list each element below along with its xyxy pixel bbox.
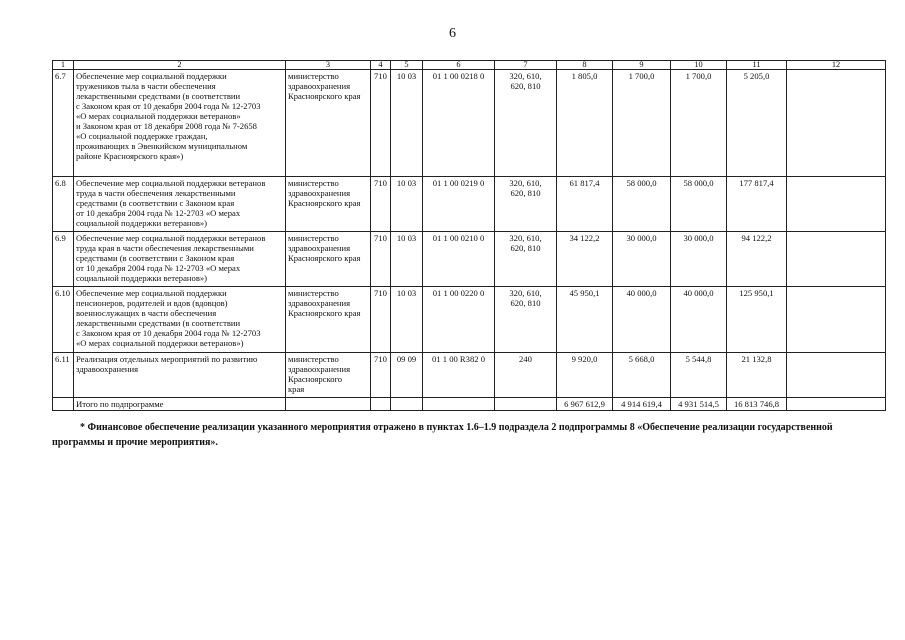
column-header: 9	[613, 61, 671, 70]
row-number: 6.11	[53, 353, 74, 398]
subprogram-table	[52, 60, 886, 411]
total-year2-value: 4 914 619,4	[613, 398, 671, 411]
page-number: 6	[449, 26, 456, 41]
column-header: 7	[495, 61, 557, 70]
year2-value: 40 000,0	[613, 287, 671, 353]
measure-name: Обеспечение мер социальной поддержки ветеранов труда края в части обеспечения лекарственными средствами (в соответствии с Законом края от 10 декабря 2004 года № 12-2703 «О мерах социальной поддержки ветеранов»)	[74, 232, 286, 287]
table-row	[53, 287, 886, 353]
year2-value: 30 000,0	[613, 232, 671, 287]
year1-value: 9 920,0	[557, 353, 613, 398]
year1-value: 1 805,0	[557, 70, 613, 177]
grbs-code: 710	[371, 232, 391, 287]
row-number: 6.8	[53, 177, 74, 232]
year1-value: 61 817,4	[557, 177, 613, 232]
total-value: 21 132,8	[727, 353, 787, 398]
column-header: 2	[74, 61, 286, 70]
vr-code: 320, 610, 620, 810	[495, 177, 557, 232]
year3-value: 5 544,8	[671, 353, 727, 398]
year3-value: 30 000,0	[671, 232, 727, 287]
measure-name: Обеспечение мер социальной поддержки тружеников тыла в части обеспечения лекарственными средствами (в соответствии с Законом края от 10 декабря 2004 года № 12-2703 «О мерах социальной поддержки ветеранов» и Законом края от 18 декабря 2008 года № 7-2658 «О социальной поддержке граждан, проживающих в Эвенкийском муниципальном районе Красноярского края»)	[74, 70, 286, 177]
grbs-code: 710	[371, 353, 391, 398]
column-header: 8	[557, 61, 613, 70]
column-header: 12	[787, 61, 886, 70]
footnote: * Финансовое обеспечение реализации указанного мероприятия отражено в пунктах 1.6–1.9 подраздела 2 подпрограммы 8 «Обеспечение реализации государственной программы и прочие мероприятия».	[52, 422, 833, 448]
year2-value: 5 668,0	[613, 353, 671, 398]
year1-value: 34 122,2	[557, 232, 613, 287]
empty-cell	[391, 398, 423, 411]
table-row	[53, 353, 886, 398]
csr-code: 01 1 00 0220 0	[423, 287, 495, 353]
csr-code: 01 1 00 0218 0	[423, 70, 495, 177]
table-row	[53, 177, 886, 232]
rzpr-code: 10 03	[391, 232, 423, 287]
executor: министерство здравоохранения Красноярского края	[286, 70, 371, 177]
column-header: 6	[423, 61, 495, 70]
column-header: 1	[53, 61, 74, 70]
year1-value: 45 950,1	[557, 287, 613, 353]
total-value: 125 950,1	[727, 287, 787, 353]
csr-code: 01 1 00 0219 0	[423, 177, 495, 232]
grbs-code: 710	[371, 177, 391, 232]
column-header: 11	[727, 61, 787, 70]
csr-code: 01 1 00 R382 0	[423, 353, 495, 398]
row-number: 6.10	[53, 287, 74, 353]
total-value: 177 817,4	[727, 177, 787, 232]
measure-name: Обеспечение мер социальной поддержки ветеранов труда в части обеспечения лекарственными средствами (в соответствии с Законом края от 10 декабря 2004 года № 12-2703 «О мерах социальной поддержки ветеранов»)	[74, 177, 286, 232]
executor: министерство здравоохранения Красноярского края	[286, 353, 371, 398]
measure-name: Обеспечение мер социальной поддержки пенсионеров, родителей и вдов (вдовцов) военнослужащих в части обеспечения лекарственными средствами (в соответствии с Законом края от 10 декабря 2004 года № 12-2703 «О мерах социальной поддержки ветеранов»)	[74, 287, 286, 353]
total-row	[53, 398, 886, 411]
total-value: 94 122,2	[727, 232, 787, 287]
vr-code: 320, 610, 620, 810	[495, 232, 557, 287]
empty-cell	[286, 398, 371, 411]
empty-cell	[787, 398, 886, 411]
empty-cell	[53, 398, 74, 411]
column-number-row	[53, 61, 886, 70]
grbs-code: 710	[371, 70, 391, 177]
row-number: 6.7	[53, 70, 74, 177]
table-row	[53, 232, 886, 287]
rzpr-code: 09 09	[391, 353, 423, 398]
year3-value: 40 000,0	[671, 287, 727, 353]
empty-cell	[495, 398, 557, 411]
executor: министерство здравоохранения Красноярского края	[286, 287, 371, 353]
executor: министерство здравоохранения Красноярского края	[286, 177, 371, 232]
vr-code: 240	[495, 353, 557, 398]
row-number: 6.9	[53, 232, 74, 287]
csr-code: 01 1 00 0210 0	[423, 232, 495, 287]
rzpr-code: 10 03	[391, 177, 423, 232]
column-header: 3	[286, 61, 371, 70]
grand-total-value: 16 813 746,8	[727, 398, 787, 411]
year3-value: 58 000,0	[671, 177, 727, 232]
total-year3-value: 4 931 514,5	[671, 398, 727, 411]
expected-result	[787, 70, 886, 177]
vr-code: 320, 610, 620, 810	[495, 70, 557, 177]
total-value: 5 205,0	[727, 70, 787, 177]
executor: министерство здравоохранения Красноярского края	[286, 232, 371, 287]
rzpr-code: 10 03	[391, 287, 423, 353]
year2-value: 58 000,0	[613, 177, 671, 232]
total-label: Итого по подпрограмме	[74, 398, 286, 411]
total-year1-value: 6 967 612,9	[557, 398, 613, 411]
empty-cell	[371, 398, 391, 411]
vr-code: 320, 610, 620, 810	[495, 287, 557, 353]
rzpr-code: 10 03	[391, 70, 423, 177]
measure-name: Реализация отдельных мероприятий по развитию здравоохранения	[74, 353, 286, 398]
empty-cell	[423, 398, 495, 411]
column-header: 4	[371, 61, 391, 70]
expected-result	[787, 177, 886, 232]
column-header: 10	[671, 61, 727, 70]
expected-result	[787, 287, 886, 353]
year3-value: 1 700,0	[671, 70, 727, 177]
expected-result	[787, 232, 886, 287]
grbs-code: 710	[371, 287, 391, 353]
table-row	[53, 70, 886, 177]
expected-result	[787, 353, 886, 398]
year2-value: 1 700,0	[613, 70, 671, 177]
column-header: 5	[391, 61, 423, 70]
